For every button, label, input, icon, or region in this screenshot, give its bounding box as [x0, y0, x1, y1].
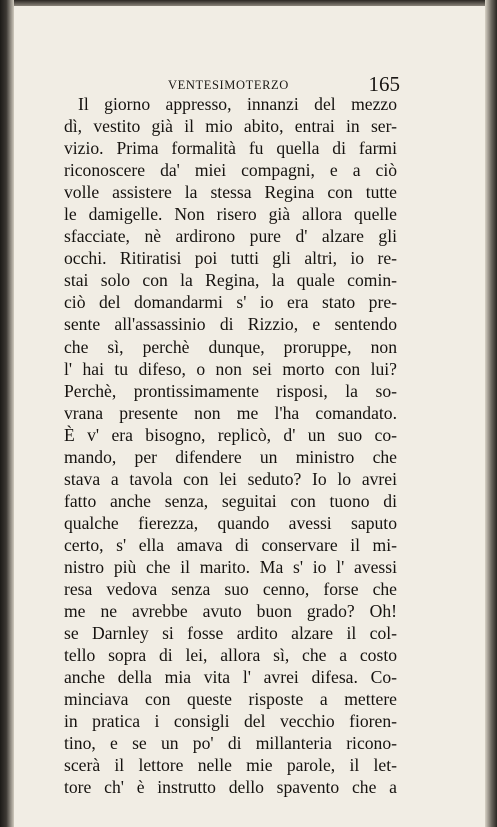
scan-edge-top [0, 0, 497, 6]
text-line: stai solo con la Regina, la quale comin- [64, 270, 397, 291]
text-line: vrana presente non me l'ha comandato. [64, 402, 397, 423]
text-line: ciò del domandarmi s' io era stato pre- [64, 292, 397, 313]
text-line: qualche fierezza, quando avessi saputo [64, 512, 397, 533]
text-line: minciava con queste risposte a mettere [64, 689, 397, 710]
text-line: volle assistere la stessa Regina con tutte [64, 182, 397, 203]
text-line: me ne avrebbe avuto buon grado? Oh! [64, 601, 397, 622]
text-line: tino, e se un po' di millanteria ricono- [64, 733, 397, 754]
text-line: mando, per difendere un ministro che [64, 446, 397, 467]
text-line: tello sopra di lei, allora sì, che a costo [64, 645, 397, 666]
page-number: 165 [368, 72, 400, 96]
text-line: l' hai tu difeso, o non sei morto con lui? [64, 358, 397, 379]
text-line: resa vedova senza suo cenno, forse che [64, 579, 397, 600]
body-text [64, 93, 397, 799]
text-line: tore ch' è instrutto dello spavento che a [64, 777, 397, 798]
text-line: scerà il lettore nelle mie parole, il let- [64, 755, 397, 776]
text-line: sfacciate, nè ardirono pure d' alzare gli [64, 226, 397, 247]
text-line: dì, vestito già il mio abito, entrai in ser- [64, 116, 397, 137]
text-line: riconoscere da' miei compagni, e a ciò [64, 160, 397, 181]
text-line: occhi. Ritiratisi poi tutti gli altri, io re- [64, 248, 397, 269]
text-line: certo, s' ella amava di conservare il mi- [64, 534, 397, 555]
text-line: sente all'assassinio di Rizzio, e sentendo [64, 314, 397, 335]
text-line: che sì, perchè dunque, proruppe, non [64, 336, 397, 357]
scan-edge-left [0, 0, 14, 827]
text-line: Il giorno appresso, innanzi del mezzo [78, 94, 397, 114]
text-line: fatto anche senza, seguitai con tuono di [64, 490, 397, 511]
text-line: nistro più che il marito. Ma s' io l' avessi [64, 556, 397, 577]
text-line: se Darnley si fosse ardito alzare il col- [64, 623, 397, 644]
text-line: Perchè, prontissimamente risposi, la so- [64, 380, 397, 401]
scan-edge-right [485, 0, 497, 827]
text-line: stava a tavola con lei seduto? Io lo avrei [64, 468, 397, 489]
text-line: vizio. Prima formalità fu quella di farmi [64, 138, 397, 159]
text-line: È v' era bisogno, replicò, d' un suo co- [64, 424, 397, 445]
text-line: le damigelle. Non risero già allora quelle [64, 204, 397, 225]
text-line: in pratica i consigli del vecchio fioren- [64, 711, 397, 732]
running-head: VENTESIMOTERZO [168, 78, 289, 92]
text-line: anche della mia vita l' avrei difesa. Co- [64, 667, 397, 688]
